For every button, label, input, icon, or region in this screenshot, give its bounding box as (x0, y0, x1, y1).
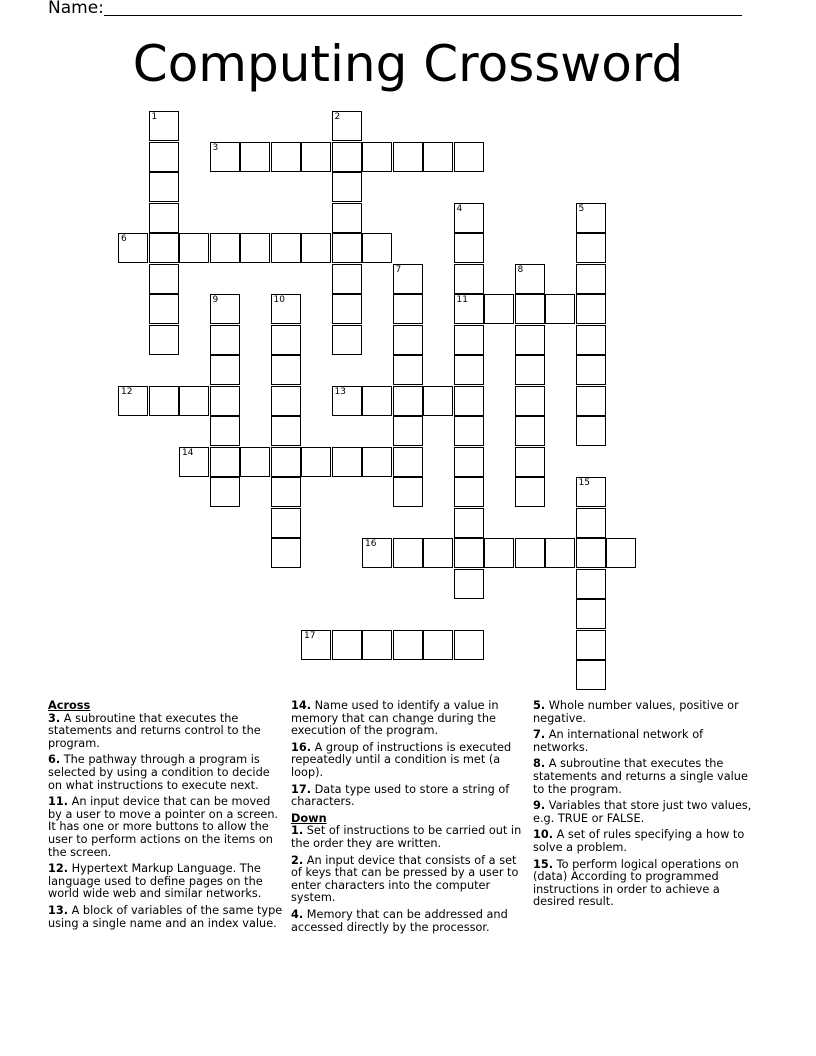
grid-cell[interactable] (301, 142, 331, 172)
cell-number: 9 (212, 295, 219, 305)
grid-cell[interactable] (332, 294, 362, 324)
grid-cell[interactable] (149, 111, 179, 141)
cell-number: 1 (151, 112, 158, 122)
clues-column-2 (291, 700, 525, 938)
clue-item (291, 700, 525, 738)
grid-cell[interactable] (576, 355, 606, 385)
grid-cell[interactable] (149, 264, 179, 294)
grid-cell[interactable] (271, 233, 301, 263)
clue-item (48, 754, 284, 792)
clue-number: 2. (291, 853, 304, 867)
across-clue-list (48, 713, 284, 931)
grid-cell[interactable] (454, 386, 484, 416)
clue-text: An international network of networks. (533, 728, 704, 754)
grid-cell[interactable] (393, 386, 423, 416)
clue-text: Data type used to store a string of characters. (291, 782, 510, 809)
clue-text: A group of instructions is executed repeatedly until a condition is met (a loop). (291, 740, 512, 779)
grid-cell[interactable] (393, 630, 423, 660)
grid-cell[interactable] (271, 386, 301, 416)
cell-number: 3 (212, 142, 219, 153)
grid-cell[interactable] (515, 538, 545, 568)
clue-number: 14. (291, 699, 312, 712)
grid-cell[interactable] (393, 264, 423, 294)
grid-cell[interactable] (423, 142, 453, 172)
grid-cell[interactable] (362, 447, 392, 477)
grid-cell[interactable] (149, 325, 179, 355)
clues-column-3 (533, 700, 761, 913)
clue-number: 5. (533, 699, 546, 712)
clue-text: An input device that can be moved by a user to move a pointer on a screen. It has one or more buttons to allow the user to perform actions on the items on the screen. (48, 795, 279, 859)
clue-text: An input device that consists of a set of keys that can be pressed by a user to enter characters into the computer system. (291, 853, 519, 905)
grid-cell[interactable] (240, 142, 270, 172)
clue-text: To perform logical operations on (data) According to programmed instructions in order to achieve a desired result. (533, 857, 739, 909)
clue-text: A subroutine that executes the statements and returns a single value to the program. (533, 757, 748, 796)
grid-cell[interactable] (332, 233, 362, 263)
grid-cell[interactable] (484, 294, 514, 324)
grid-cell[interactable] (606, 538, 636, 568)
grid-cell[interactable] (576, 386, 606, 416)
grid-cell[interactable] (454, 416, 484, 446)
grid-cell[interactable] (332, 325, 362, 355)
clue-number: 8. (533, 757, 546, 771)
grid-cell[interactable] (393, 538, 423, 568)
clue-item (48, 713, 284, 751)
grid-cell[interactable] (576, 599, 606, 629)
grid-cell[interactable] (332, 447, 362, 477)
grid-cell[interactable] (362, 142, 392, 172)
clue-item (48, 796, 284, 859)
grid-cell[interactable] (362, 233, 392, 263)
clue-item (533, 700, 761, 725)
grid-cell[interactable] (210, 447, 240, 477)
down-clue-list (291, 825, 525, 934)
grid-cell[interactable] (576, 508, 606, 538)
grid-cell[interactable] (149, 142, 179, 172)
clue-item (291, 784, 525, 809)
grid-cell[interactable] (332, 142, 362, 172)
cell-number: 4 (456, 203, 463, 214)
grid-cell[interactable] (545, 538, 575, 568)
clue-number: 10. (533, 828, 554, 842)
grid-cell[interactable] (515, 355, 545, 385)
down-heading: Down (291, 811, 327, 825)
cell-number: 5 (578, 203, 585, 214)
page-title: Computing Crossword (132, 35, 684, 93)
grid-cell[interactable] (576, 477, 606, 507)
grid-cell[interactable] (515, 294, 545, 324)
grid-cell[interactable] (545, 294, 575, 324)
clue-number: 16. (291, 740, 312, 754)
grid-cell[interactable] (149, 294, 179, 324)
cell-number: 8 (517, 264, 524, 275)
grid-cell[interactable] (515, 416, 545, 446)
grid-cell[interactable] (484, 538, 514, 568)
clue-text: Name used to identify a value in memory that can change during the execution of the program. (291, 699, 499, 738)
clue-text: A block of variables of the same type using a single name and an index value. (48, 903, 283, 930)
grid-cell[interactable] (149, 203, 179, 233)
clue-text: Hypertext Markup Language. The language used to define pages on the world wide web and similar networks. (48, 862, 263, 901)
grid-cell[interactable] (393, 325, 423, 355)
grid-cell[interactable] (332, 630, 362, 660)
across-clue-list-continued (291, 700, 525, 809)
grid-cell[interactable] (271, 294, 301, 324)
grid-cell[interactable] (576, 203, 606, 233)
grid-cell[interactable] (240, 233, 270, 263)
grid-cell[interactable] (149, 386, 179, 416)
grid-cell[interactable] (393, 294, 423, 324)
grid-cell[interactable] (210, 142, 240, 172)
grid-cell[interactable] (576, 630, 606, 660)
grid-cell[interactable] (454, 233, 484, 263)
clue-number: 11. (48, 795, 69, 809)
grid-cell[interactable] (423, 630, 453, 660)
cell-number: 16 (365, 539, 377, 549)
clue-text: Memory that can be addressed and accessed directly by the processor. (291, 907, 508, 934)
grid-cell[interactable] (576, 233, 606, 263)
grid-cell[interactable] (332, 386, 362, 416)
grid-cell[interactable] (454, 447, 484, 477)
grid-cell[interactable] (271, 355, 301, 385)
grid-cell[interactable] (271, 508, 301, 538)
grid-cell[interactable] (576, 538, 606, 568)
grid-cell[interactable] (393, 477, 423, 507)
cell-number: 15 (578, 478, 590, 488)
grid-cell[interactable] (149, 233, 179, 263)
grid-cell[interactable] (423, 538, 453, 568)
grid-cell[interactable] (576, 569, 606, 599)
grid-cell[interactable] (362, 538, 392, 568)
grid-cell[interactable] (332, 172, 362, 202)
cell-number: 14 (182, 447, 194, 458)
grid-cell[interactable] (301, 630, 331, 660)
grid-cell[interactable] (576, 660, 606, 690)
grid-cell[interactable] (576, 294, 606, 324)
grid-cell[interactable] (210, 233, 240, 263)
grid-cell[interactable] (515, 325, 545, 355)
clue-item (291, 855, 525, 905)
clue-number: 15. (533, 857, 554, 871)
grid-cell[interactable] (301, 447, 331, 477)
grid-cell[interactable] (210, 386, 240, 416)
grid-cell[interactable] (332, 264, 362, 294)
cell-number: 13 (334, 386, 346, 397)
clue-text: A set of rules specifying a how to solve a problem. (533, 828, 745, 854)
grid-cell[interactable] (454, 294, 484, 324)
cell-number: 6 (121, 234, 127, 244)
clues-column-1 (48, 700, 284, 934)
grid-cell[interactable] (393, 416, 423, 446)
cell-number: 11 (456, 295, 468, 305)
clue-item (533, 829, 761, 854)
grid-cell[interactable] (454, 630, 484, 660)
grid-cell[interactable] (210, 325, 240, 355)
grid-cell[interactable] (118, 233, 148, 263)
grid-cell[interactable] (179, 233, 209, 263)
grid-cell[interactable] (179, 386, 209, 416)
grid-cell[interactable] (454, 203, 484, 233)
clue-number: 3. (48, 711, 61, 725)
cell-number: 12 (121, 386, 133, 397)
clue-item (291, 909, 525, 934)
clue-text: Variables that store just two values, e.g. TRUE or FALSE. (533, 799, 752, 825)
clue-number: 1. (291, 824, 304, 838)
cell-number: 10 (273, 295, 285, 305)
clue-number: 7. (533, 728, 546, 742)
cell-number: 2 (334, 112, 341, 122)
grid-cell[interactable] (515, 386, 545, 416)
across-heading: Across (48, 699, 91, 712)
grid-cell[interactable] (332, 111, 362, 141)
grid-cell[interactable] (210, 477, 240, 507)
grid-cell[interactable] (576, 416, 606, 446)
clue-item (291, 825, 525, 850)
grid-cell[interactable] (362, 386, 392, 416)
clue-number: 4. (291, 907, 304, 921)
clue-item (48, 863, 284, 901)
grid-cell[interactable] (149, 172, 179, 202)
grid-cell[interactable] (515, 264, 545, 294)
grid-cell[interactable] (271, 477, 301, 507)
clue-number: 12. (48, 862, 69, 876)
clue-item (291, 742, 525, 780)
clue-number: 17. (291, 782, 312, 796)
grid-cell[interactable] (515, 477, 545, 507)
grid-cell[interactable] (271, 416, 301, 446)
clue-item (533, 800, 761, 825)
grid-cell[interactable] (271, 447, 301, 477)
grid-cell[interactable] (210, 416, 240, 446)
grid-cell[interactable] (332, 203, 362, 233)
grid-cell[interactable] (393, 447, 423, 477)
clue-text: The pathway through a program is selected by using a condition to decide on what instructions to execute next. (48, 753, 270, 792)
grid-cell[interactable] (210, 355, 240, 385)
grid-cell[interactable] (271, 538, 301, 568)
grid-cell[interactable] (454, 355, 484, 385)
grid-cell[interactable] (576, 325, 606, 355)
grid-cell[interactable] (454, 569, 484, 599)
grid-cell[interactable] (454, 325, 484, 355)
grid-cell[interactable] (179, 447, 209, 477)
grid-cell[interactable] (423, 386, 453, 416)
clue-number: 13. (48, 903, 69, 917)
grid-cell[interactable] (362, 630, 392, 660)
grid-cell[interactable] (515, 447, 545, 477)
grid-cell[interactable] (393, 355, 423, 385)
grid-cell[interactable] (393, 142, 423, 172)
down-clue-list-continued (533, 700, 761, 909)
grid-cell[interactable] (118, 386, 148, 416)
clue-number: 9. (533, 799, 546, 813)
clue-text: Whole number values, positive or negative. (533, 699, 739, 725)
clue-text: Set of instructions to be carried out in the order they are written. (291, 824, 522, 850)
grid-cell[interactable] (576, 264, 606, 294)
grid-cell[interactable] (271, 142, 301, 172)
grid-cell[interactable] (454, 538, 484, 568)
clue-item (48, 905, 284, 930)
grid-cell[interactable] (454, 264, 484, 294)
grid-cell[interactable] (271, 325, 301, 355)
clue-item (533, 729, 761, 754)
clue-item (533, 859, 761, 909)
grid-cell[interactable] (454, 142, 484, 172)
grid-cell[interactable] (240, 447, 270, 477)
clue-item (533, 758, 761, 796)
grid-cell[interactable] (301, 233, 331, 263)
cell-number: 7 (395, 264, 402, 275)
clue-text: A subroutine that executes the statements and returns control to the program. (48, 711, 261, 750)
grid-cell[interactable] (210, 294, 240, 324)
name-label: Name: (48, 0, 104, 18)
grid-cell[interactable] (454, 508, 484, 538)
clue-number: 6. (48, 753, 61, 767)
grid-cell[interactable] (454, 477, 484, 507)
cell-number: 17 (304, 630, 316, 641)
